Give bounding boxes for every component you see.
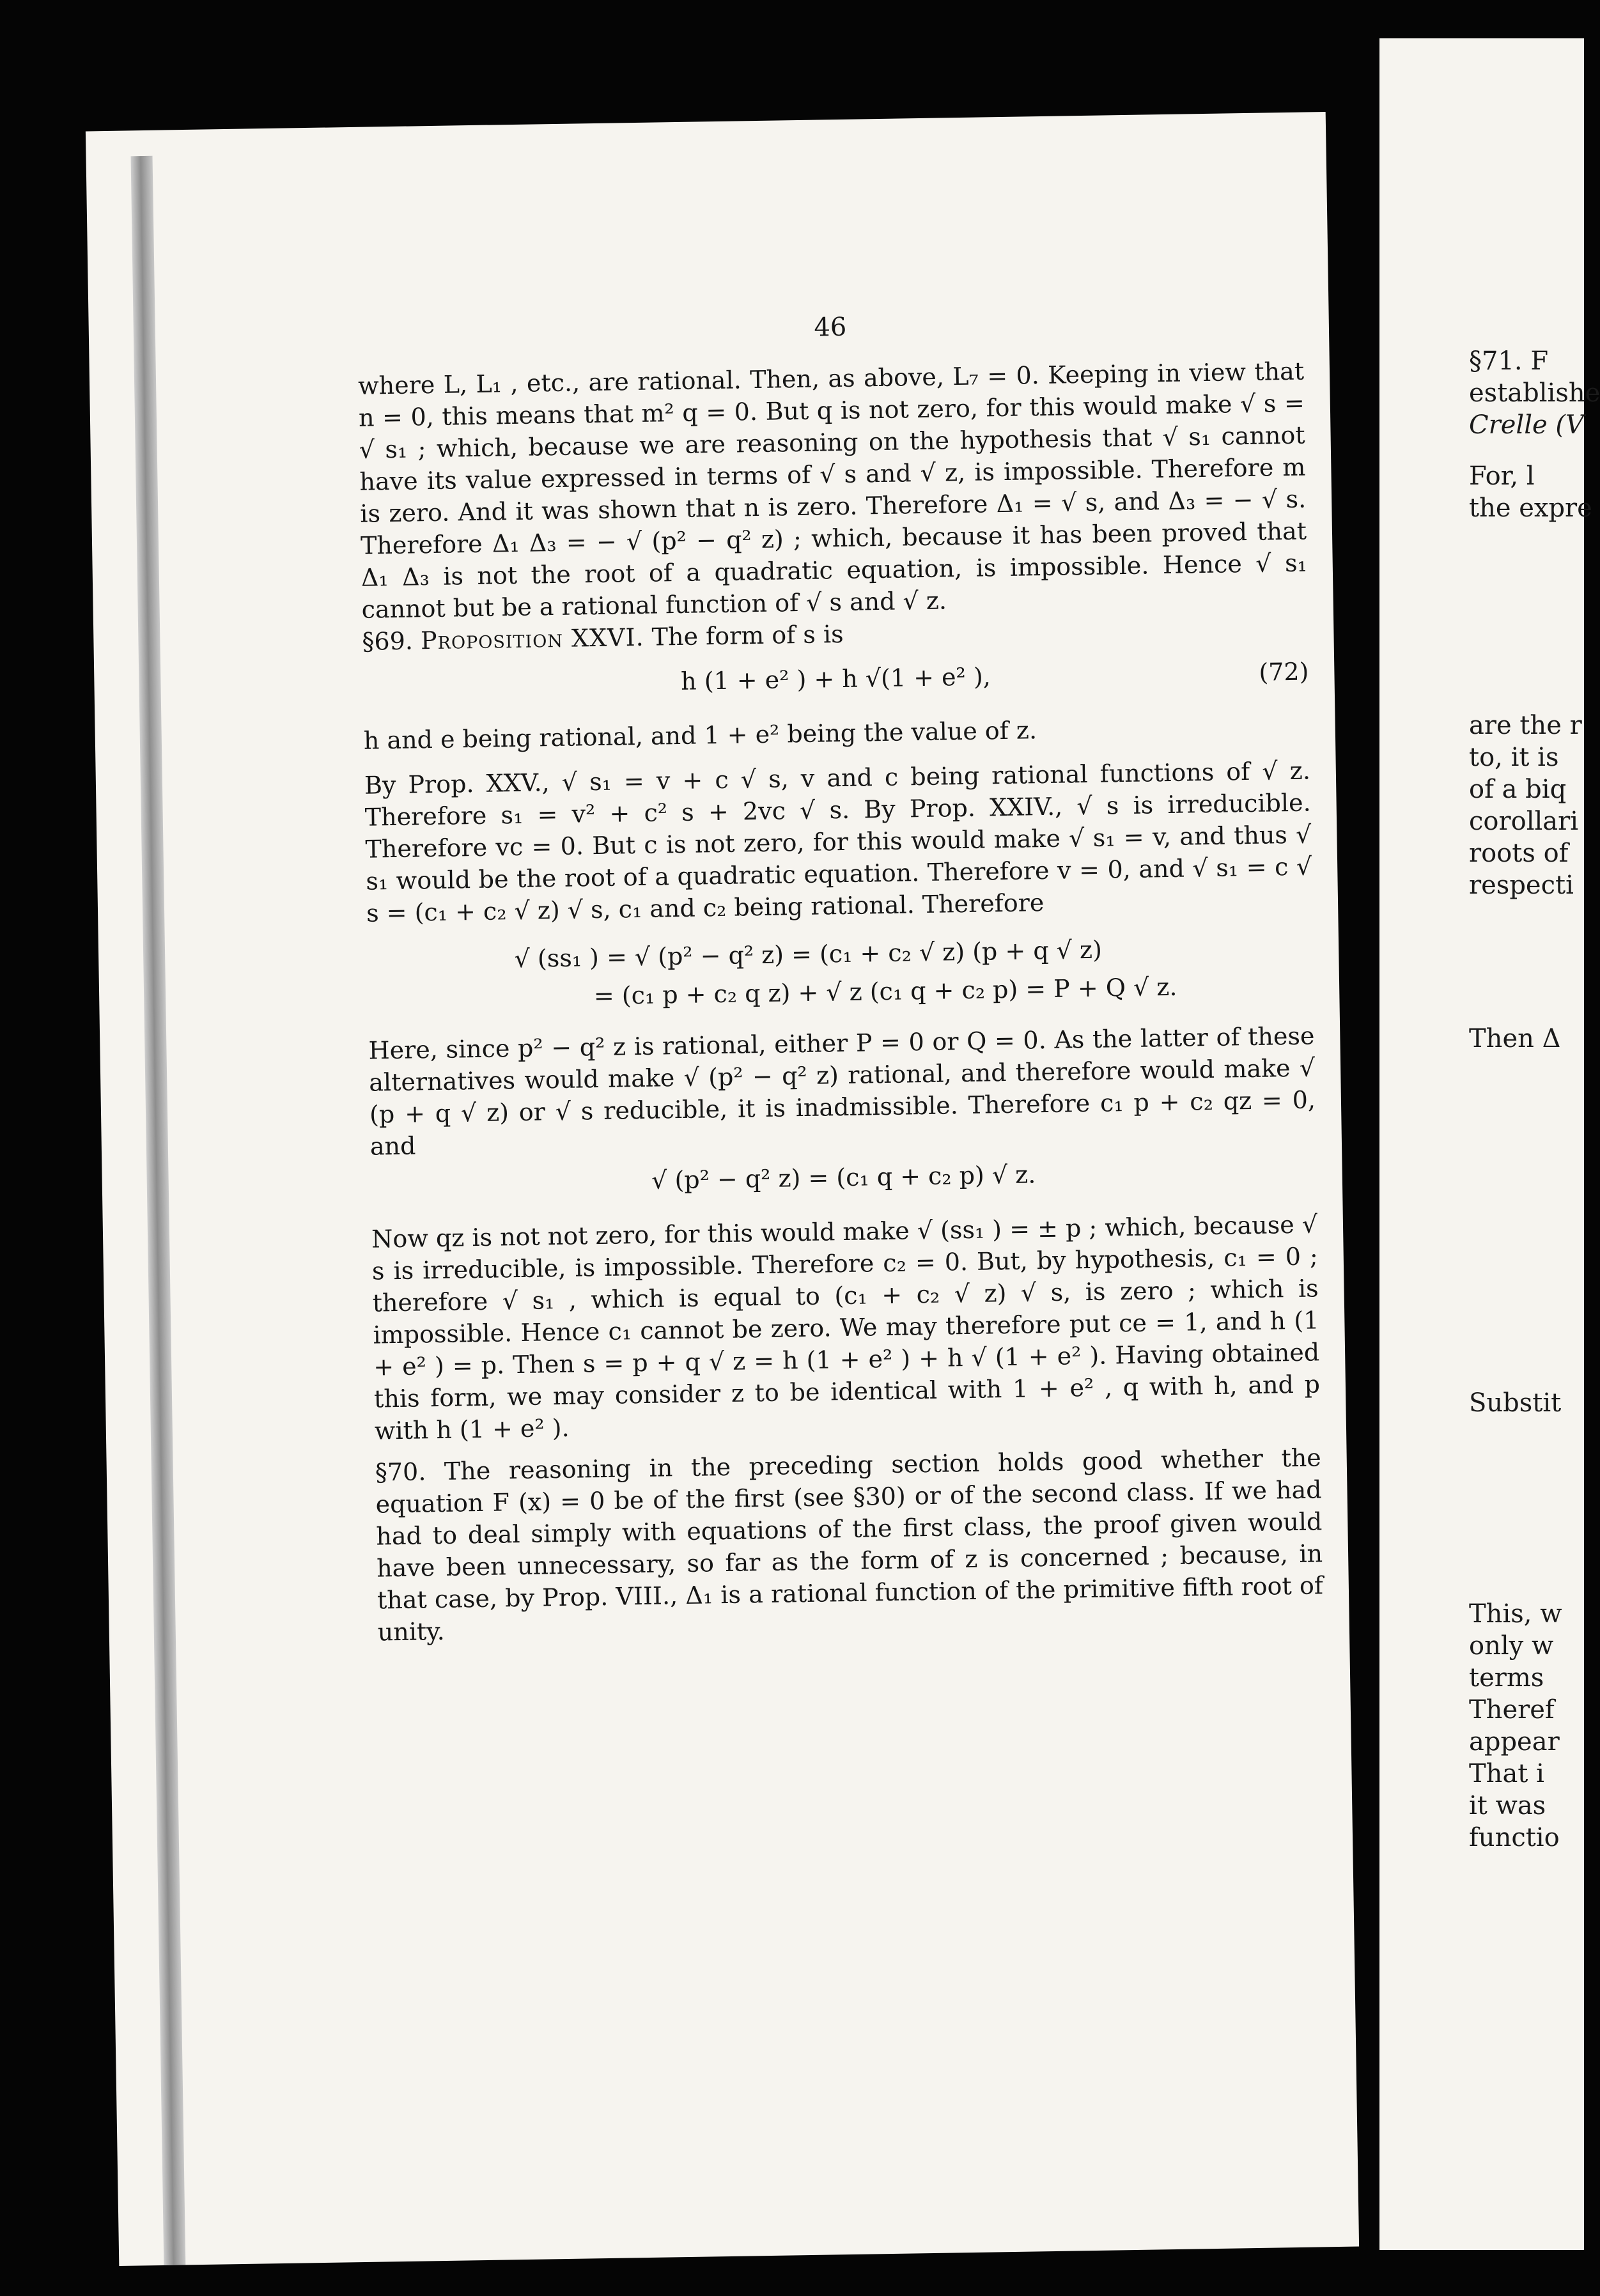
facing-line: establishe (1469, 378, 1600, 408)
facing-line: are the r (1469, 711, 1582, 740)
facing-page-fragment (1368, 38, 1600, 2250)
facing-line: This, w (1469, 1599, 1562, 1629)
book-page (86, 112, 1359, 2266)
equation-a: √ (ss₁ ) = √ (p² − q² z) = (c₁ + c₂ √ z) (p + q √ z) (514, 935, 1103, 973)
facing-line: terms (1469, 1663, 1544, 1693)
page-binding-edge (131, 156, 186, 2265)
page-body (354, 112, 1324, 1647)
facing-line: For, l (1469, 462, 1535, 491)
section-title: Proposition XXVI. (420, 623, 644, 655)
equation-72: h (1 + e² ) + h √(1 + e² ), (680, 662, 991, 695)
facing-line: corollari (1469, 807, 1579, 836)
facing-line: of a biq (1469, 775, 1567, 804)
facing-line: to, it is (1469, 743, 1559, 772)
facing-line: Substit (1469, 1388, 1562, 1418)
facing-line: appear (1469, 1727, 1560, 1757)
paragraph-conclusion: Now qz is not not zero, for this would make √ (ss₁ ) = ± p ; which, because √ s is irreducible, is impossible. Therefore c₂ = 0. But, by hypothesis, c₁ = 0 ; therefore √ s₁ , which is equal to (c₁ + c₂ √ z) √ s, is zero ; which is impossible. Hence c₁ cannot be zero. We may therefore put ce = 1, and h (1 + e² ) = p. Then s = p + q √ z = h (1 + e² ) + h √ (1 + e² ). Having obtained this form, we may consider z to be identical with 1 + e² , q with h, and p with h (1 + e² ). (371, 1210, 1321, 1445)
paragraph-case-analysis: Here, since p² − q² z is rational, either P = 0 or Q = 0. As the latter of these alternatives would make √ (p² − q² z) rational, and therefore would make √ (p + q √ z) or √ s reducible, it is inadmissible. Therefore c₁ p + c₂ qz = 0, and (368, 1021, 1316, 1161)
page-number: 46 (814, 312, 847, 343)
facing-line: Theref (1469, 1695, 1555, 1725)
facing-line: the expre (1469, 493, 1592, 523)
paragraph-definition: h and e being rational, and 1 + e² being the value of z. (363, 716, 1037, 755)
facing-line: it was (1469, 1791, 1546, 1820)
equation-number: (72) (1259, 657, 1309, 686)
equation-72-row (362, 655, 1309, 702)
facing-line: roots of (1469, 839, 1569, 868)
section-intro: The form of s is (651, 619, 844, 651)
facing-line: §71. F (1469, 346, 1549, 376)
paragraph-proof-start: By Prop. XXV., √ s₁ = v + c √ s, v and c being rational functions of √ z. Therefore s₁ = v² + c² s + 2vc √ s. By Prop. XXIV., √ s is irreducible. Therefore vc = 0. But c is not zero, for this would make √ s₁ = v, and thus √ s₁ would be the root of a quadratic equation. Therefore v = 0, and √ s₁ = c √ s = (c₁ + c₂ √ z) √ s, c₁ and c₂ being rational. Therefore (364, 756, 1312, 927)
facing-line: That i (1469, 1759, 1544, 1788)
paragraph-section-70: §70. The reasoning in the preceding section holds good whether the equation F (x) = 0 be of the first (see §30) or of the second class. If we had had to deal simply with equations of the first class, the proof given would have been unnecessary, so far as the form of z is concerned ; because, in that case, by Prop. VIII., Δ₁ is a rational function of the primitive fifth root of unity. (375, 1443, 1324, 1647)
facing-line: respecti (1469, 871, 1574, 900)
facing-line: Then Δ (1469, 1024, 1561, 1053)
equation-b: = (c₁ p + c₂ q z) + √ z (c₁ q + c₂ p) = P + Q √ z. (593, 972, 1177, 1011)
facing-line: Crelle (V (1469, 410, 1584, 440)
section-number: §69. (362, 626, 414, 656)
equation-c: √ (p² − q² z) = (c₁ q + c₂ p) √ z. (651, 1160, 1036, 1195)
facing-line: functio (1469, 1823, 1560, 1852)
facing-line: only w (1469, 1631, 1554, 1661)
paragraph-continuation: where L, L₁ , etc., are rational. Then, as above, L₇ = 0. Keeping in view that n = 0, this means that m² q = 0. But q is not zero, for this would make √ s = √ s₁ ; which, because we are reasoning on the hypothesis that √ s₁ cannot have its value expressed in terms of √ s and √ z, is impossible. Therefore m is zero. And it was shown that n is zero. Therefore Δ₁ = √ s, and Δ₃ = − √ s. Therefore Δ₁ Δ₃ = − √ (p² − q² z) ; which, because it has been proved that Δ₁ Δ₃ is not the root of a quadratic equation, is impossible. Hence √ s₁ cannot but be a rational function of √ s and √ z. (357, 357, 1308, 624)
